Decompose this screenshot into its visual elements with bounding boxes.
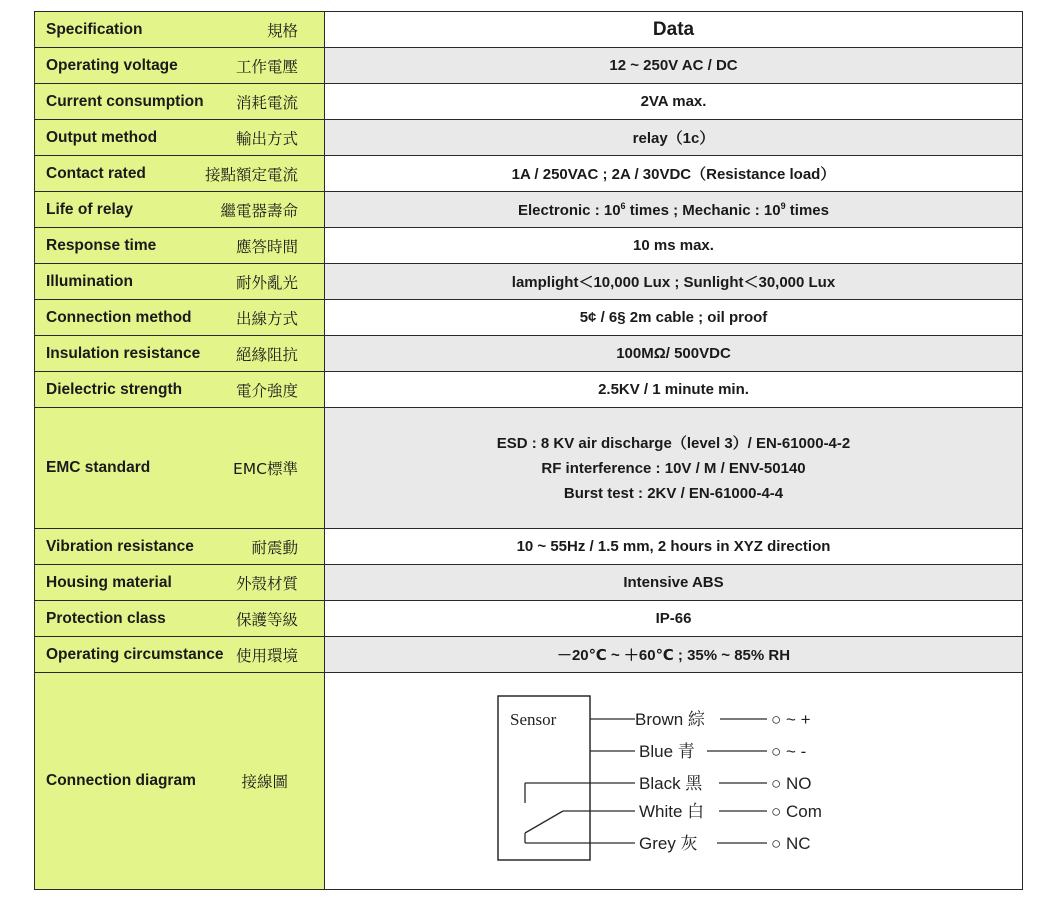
row-label-en: Housing material	[46, 573, 172, 591]
terminal-label: ○ NC	[771, 833, 811, 853]
row-label-zh: 出線方式	[235, 309, 298, 328]
row-label-en: Output method	[46, 128, 158, 146]
row-label-zh: 消耗電流	[235, 93, 298, 112]
row-value: 100MΩ/ 500VDC	[325, 336, 1023, 372]
row-label-en: EMC standard	[46, 459, 151, 476]
table-row	[35, 565, 1023, 601]
row-label-zh: 接線圖	[241, 773, 288, 791]
table-row	[35, 264, 1023, 300]
table-row-emc	[35, 408, 1023, 529]
row-value: 10 ms max.	[325, 228, 1023, 264]
row-label-zh: 輸出方式	[235, 129, 298, 148]
wire-black	[639, 774, 812, 793]
row-label-zh: 接點額定電流	[204, 165, 298, 184]
svg-text:Black 黑: Black 黑	[639, 773, 703, 793]
row-label-en: Life of relay	[46, 200, 133, 218]
row-label-en: Contact rated	[46, 164, 146, 182]
row-label-zh: 工作電壓	[235, 57, 298, 76]
row-label-zh: 保護等級	[235, 610, 298, 629]
table-header-row	[35, 12, 1023, 48]
table-row	[35, 120, 1023, 156]
row-label-zh: 外殼材質	[235, 574, 298, 593]
emc-line: Burst test : 2KV / EN-61000-4-4	[563, 484, 784, 502]
table-row	[35, 192, 1023, 228]
row-label-en: Response time	[46, 236, 157, 254]
row-value: 2.5KV / 1 minute min.	[325, 372, 1023, 408]
row-label-zh: 繼電器壽命	[220, 201, 298, 220]
table-row	[35, 372, 1023, 408]
terminal-label: ○ Com	[771, 801, 822, 821]
row-value: 1A / 250VAC ; 2A / 30VDC（Resistance load）	[325, 156, 1023, 192]
header-spec-en: Specification	[46, 20, 143, 38]
row-label-en: Dielectric strength	[46, 380, 183, 398]
row-label-en: Operating voltage	[46, 56, 178, 74]
row-label-zh: EMC標準	[233, 460, 298, 478]
row-label-en: Operating circumstance	[46, 645, 224, 663]
terminal-label: ○ NO	[771, 773, 812, 793]
row-label-en: Connection method	[46, 308, 192, 326]
wire-brown	[635, 709, 811, 729]
svg-text:White 白: White 白	[639, 801, 705, 821]
sensor-label: Sensor	[510, 709, 557, 729]
connection-diagram-cell	[325, 673, 1023, 890]
table-row	[35, 48, 1023, 84]
table-row	[35, 300, 1023, 336]
svg-text:Grey 灰: Grey 灰	[639, 833, 698, 853]
header-data: Data	[325, 12, 1023, 48]
emc-line: ESD : 8 KV air discharge（level 3）/ EN-61000-4-2	[496, 434, 851, 452]
terminal-label: ○ ~ +	[771, 709, 811, 729]
row-value: 12 ~ 250V AC / DC	[325, 48, 1023, 84]
table-row	[35, 529, 1023, 565]
row-value: 2VA max.	[325, 84, 1023, 120]
relay-contact	[525, 811, 563, 833]
connection-diagram	[495, 693, 875, 865]
emc-line: RF interference : 10V / M / ENV-50140	[541, 459, 806, 477]
row-label-en: Current consumption	[46, 92, 204, 110]
table-row	[35, 84, 1023, 120]
row-value-emc	[325, 408, 1023, 529]
table-row	[35, 336, 1023, 372]
row-value: －20℃ ~ ＋60℃ ; 35% ~ 85% RH	[325, 637, 1023, 673]
row-label-en: Illumination	[46, 272, 133, 290]
svg-text:Blue 青: Blue 青	[639, 741, 695, 761]
row-label-en: Connection diagram	[46, 772, 196, 789]
terminal-label: ○ ~ -	[771, 741, 807, 761]
spec-table	[34, 11, 1023, 890]
row-value: 10 ~ 55Hz / 1.5 mm, 2 hours in XYZ direction	[325, 529, 1023, 565]
row-label-zh: 使用環境	[235, 646, 298, 665]
wire-blue	[639, 742, 806, 761]
table-row-diagram	[35, 673, 1023, 890]
header-spec-zh: 規格	[266, 21, 298, 40]
table-row	[35, 637, 1023, 673]
row-value: IP-66	[325, 601, 1023, 637]
row-value: 5¢ / 6§ 2m cable ; oil proof	[325, 300, 1023, 336]
table-row	[35, 156, 1023, 192]
row-label-zh: 耐震動	[251, 538, 298, 557]
row-value: Intensive ABS	[325, 565, 1023, 601]
table-row	[35, 228, 1023, 264]
wire-grey	[639, 834, 811, 853]
wire-white	[639, 802, 822, 821]
row-label-zh: 耐外亂光	[235, 273, 298, 292]
row-value: relay（1c）	[325, 120, 1023, 156]
row-label-en: Protection class	[46, 609, 166, 627]
row-label-zh: 電介強度	[235, 381, 298, 400]
row-value: Electronic : $10^6$ times ; Mechanic : $10^9$ times	[325, 192, 1023, 228]
row-label-zh: 絕緣阻抗	[235, 345, 298, 364]
row-value: lamplight＜10,000 Lux ; Sunlight＜30,000 Lux	[325, 264, 1023, 300]
row-label-en: Vibration resistance	[46, 537, 194, 555]
row-label-en: Insulation resistance	[46, 344, 201, 362]
row-label-zh: 應答時間	[235, 237, 298, 256]
svg-text:Brown 綜: Brown 綜	[635, 709, 705, 729]
table-row	[35, 601, 1023, 637]
